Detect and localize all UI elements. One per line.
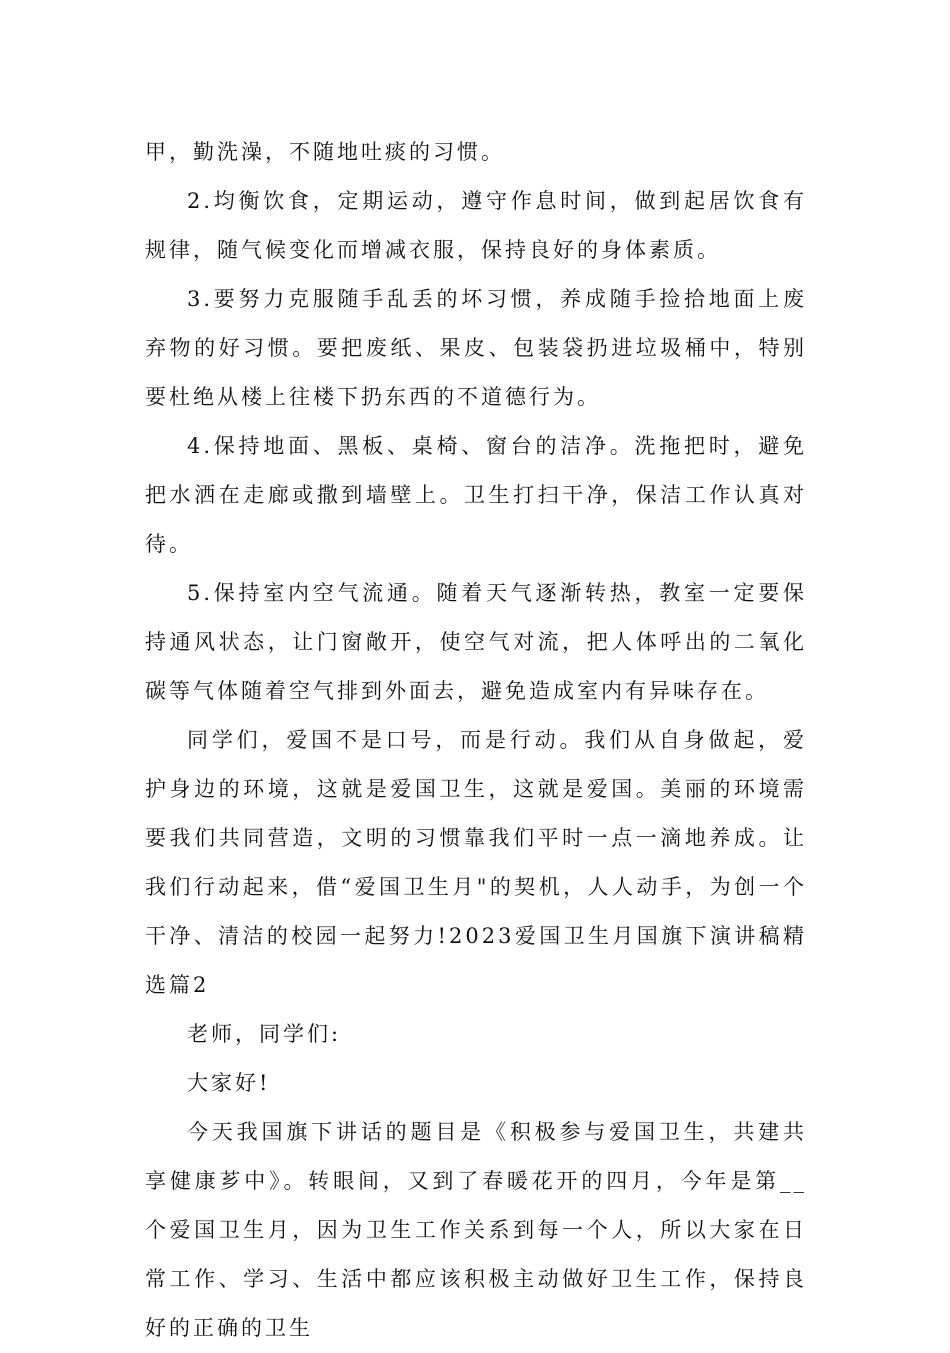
paragraph-salutation: 老师，同学们: xyxy=(187,1022,342,1046)
paragraph-speech-intro: 今天我国旗下讲话的题目是《积极参与爱国卫生，共建共享健康芗中》。转眼间，又到了春暖花开的四月，今年是第__个爱国卫生月，因为卫生工作关系到每一个人，所以大家在日常工作、学习、生活中都应该积极主动做好卫生工作，保持良好的正确的卫生 xyxy=(145,1120,807,1340)
paragraph-closing: 同学们，爱国不是口号，而是行动。我们从自身做起，爱护身边的环境，这就是爱国卫生，这就是爱国。美丽的环境需要我们共同营造，文明的习惯靠我们平时一点一滴地养成。让我们行动起来，借“爱国卫生月"的契机，人人动手，为创一个干净、清洁的校园一起努力!2023爱国卫生月国旗下演讲稿精选篇2 xyxy=(145,728,807,997)
paragraph-item-2: 2.均衡饮食，定期运动，遵守作息时间，做到起居饮食有规律，随气候变化而增减衣服，保持良好的身体素质。 xyxy=(145,189,807,262)
paragraph-item-3: 3.要努力克服随手乱丢的坏习惯，养成随手捡拾地面上废弃物的好习惯。要把废纸、果皮、包装袋扔进垃圾桶中，特别要杜绝从楼上往楼下扔东西的不道德行为。 xyxy=(145,287,807,409)
document-body xyxy=(145,128,807,1353)
paragraph-item-4: 4.保持地面、黑板、桌椅、窗台的洁净。洗拖把时，避免把水洒在走廊或撒到墙壁上。卫生打扫干净，保洁工作认真对待。 xyxy=(145,434,807,556)
paragraph-greeting: 大家好! xyxy=(187,1071,271,1095)
paragraph-continuation: 甲，勤洗澡，不随地吐痰的习惯。 xyxy=(145,140,505,164)
paragraph-item-5: 5.保持室内空气流通。随着天气逐渐转热，教室一定要保持通风状态，让门窗敞开，使空气对流，把人体呼出的二氧化碳等气体随着空气排到外面去，避免造成室内有异味存在。 xyxy=(145,581,807,703)
